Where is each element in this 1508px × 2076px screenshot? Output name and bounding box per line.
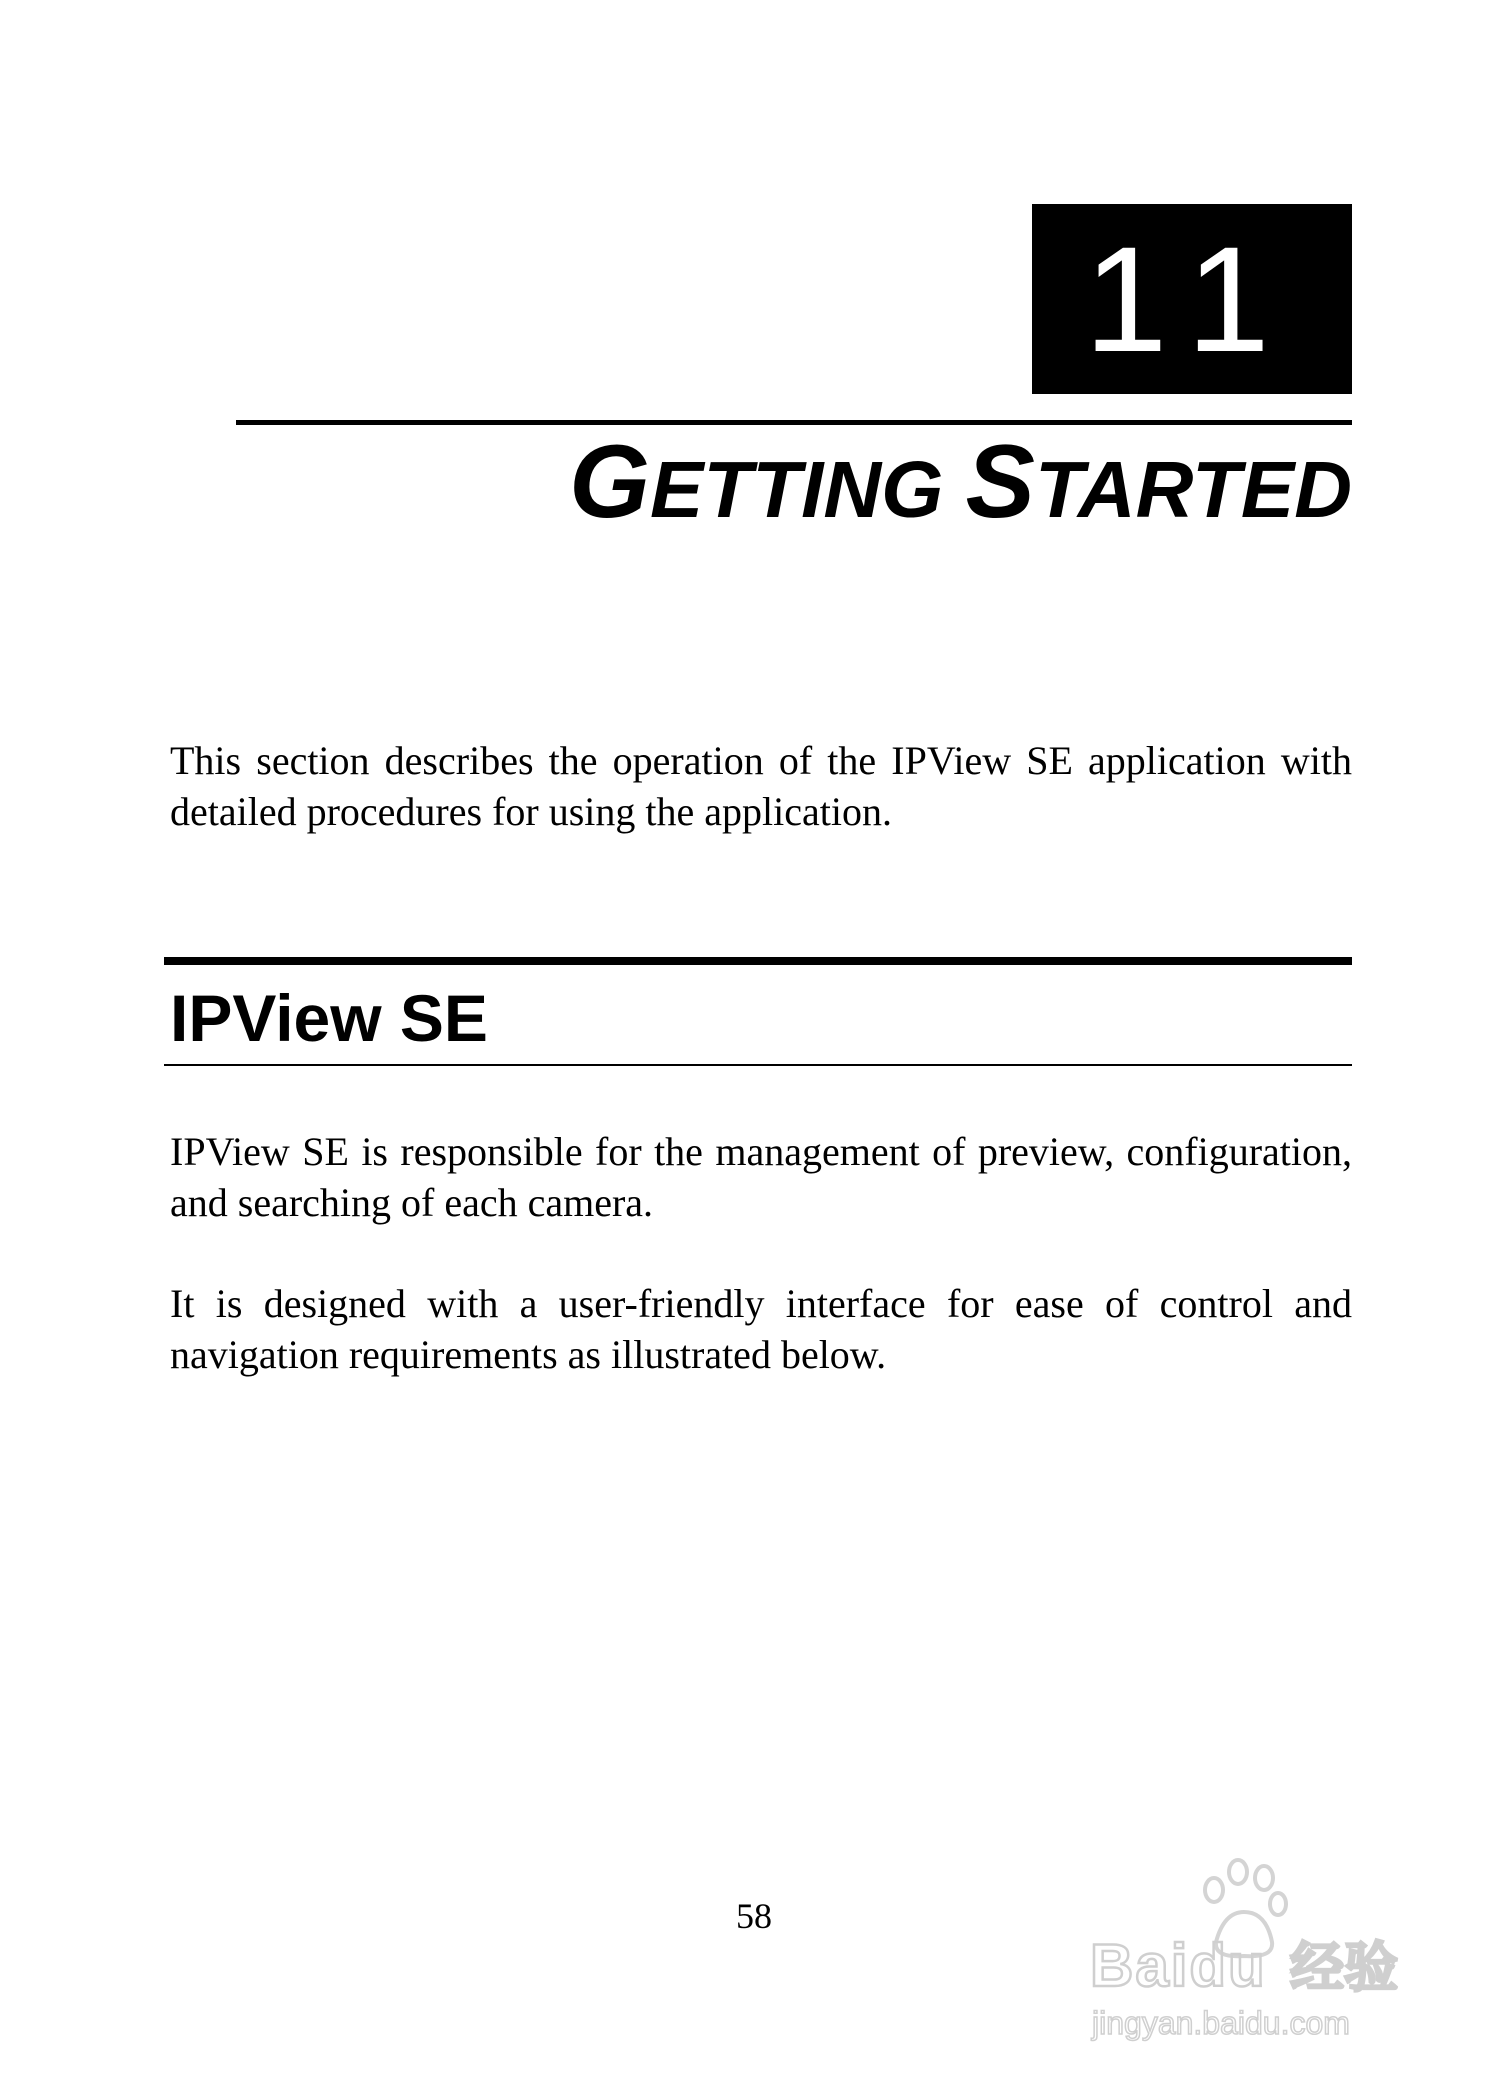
section-heading: IPView SE: [170, 981, 488, 1055]
watermark-brand: Baidu: [1090, 1932, 1267, 1999]
page-number: 58: [736, 1896, 772, 1936]
chapter-number-box: [1032, 204, 1352, 394]
section-paragraph-2: It is designed with a user-friendly interface for ease of control and navigation requirements as illustrated below.: [170, 1281, 1352, 1377]
section-paragraph-1: IPView SE is responsible for the management of preview, configuration, and searching of each camera.: [170, 1129, 1352, 1225]
section-divider-bottom: [164, 1064, 1352, 1066]
section-divider-top: [164, 957, 1352, 965]
intro-paragraph: This section describes the operation of the IPView SE application with detailed procedures for using the application.: [170, 738, 1352, 834]
chapter-title-rest-1: ETTING: [650, 445, 944, 534]
chapter-title: [569, 424, 1352, 540]
chapter-title-initial-2: S: [965, 424, 1035, 540]
chapter-title-rest-2: TARTED: [1034, 445, 1352, 534]
chapter-number: 11: [1084, 215, 1300, 383]
watermark-cn: 经验: [1290, 1936, 1398, 1999]
chapter-title-initial-1: G: [569, 424, 651, 540]
watermark-url: jingyan.baidu.com: [1092, 2005, 1350, 2041]
chapter-divider: [236, 420, 1352, 425]
baidu-watermark-logo: [1040, 1850, 1470, 2050]
